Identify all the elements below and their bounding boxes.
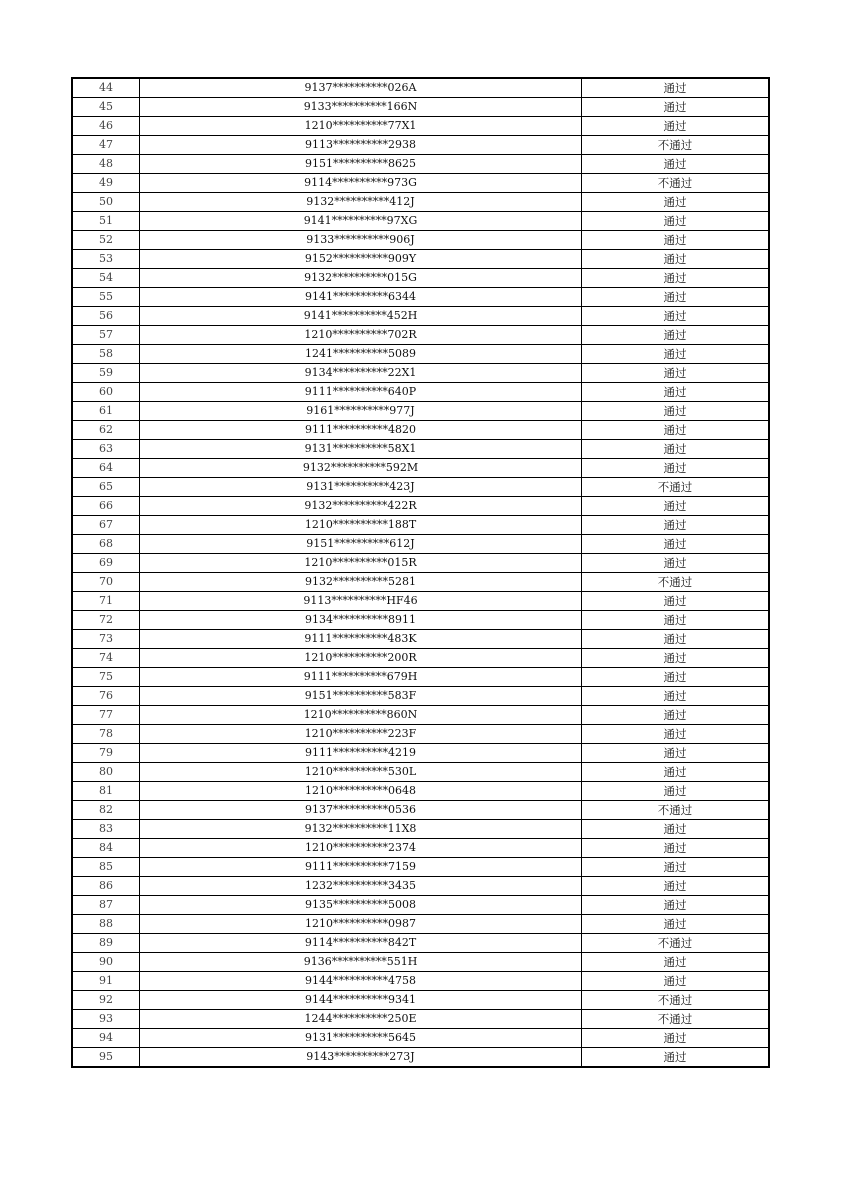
table-row [72, 725, 769, 744]
row-number-cell: 61 [72, 402, 140, 421]
result-cell: 通过 [582, 440, 770, 459]
credit-code-cell: 9114**********842T [140, 934, 582, 953]
credit-code-cell: 1210**********0648 [140, 782, 582, 801]
row-number-cell: 82 [72, 801, 140, 820]
table-row [72, 269, 769, 288]
table-row [72, 307, 769, 326]
row-number-cell: 64 [72, 459, 140, 478]
row-number-cell: 59 [72, 364, 140, 383]
table-row [72, 459, 769, 478]
table-row [72, 212, 769, 231]
result-cell: 通过 [582, 535, 770, 554]
row-number-cell: 54 [72, 269, 140, 288]
table-row [72, 706, 769, 725]
result-cell: 通过 [582, 98, 770, 117]
result-cell: 不通过 [582, 478, 770, 497]
table-row [72, 877, 769, 896]
result-cell: 通过 [582, 78, 770, 98]
result-cell: 不通过 [582, 573, 770, 592]
credit-code-cell: 1210**********015R [140, 554, 582, 573]
credit-code-cell: 9132**********5281 [140, 573, 582, 592]
row-number-cell: 52 [72, 231, 140, 250]
table-row [72, 554, 769, 573]
credit-code-cell: 1210**********0987 [140, 915, 582, 934]
table-row [72, 421, 769, 440]
credit-code-cell: 9151**********583F [140, 687, 582, 706]
row-number-cell: 74 [72, 649, 140, 668]
results-table [71, 77, 770, 1068]
row-number-cell: 73 [72, 630, 140, 649]
table-row [72, 668, 769, 687]
row-number-cell: 63 [72, 440, 140, 459]
credit-code-cell: 9143**********273J [140, 1048, 582, 1068]
result-cell: 通过 [582, 421, 770, 440]
table-row [72, 231, 769, 250]
table-row [72, 98, 769, 117]
row-number-cell: 77 [72, 706, 140, 725]
table-row [72, 972, 769, 991]
table-row [72, 991, 769, 1010]
result-cell: 通过 [582, 687, 770, 706]
row-number-cell: 66 [72, 497, 140, 516]
credit-code-cell: 9141**********6344 [140, 288, 582, 307]
table-row [72, 326, 769, 345]
table-row [72, 155, 769, 174]
result-cell: 通过 [582, 725, 770, 744]
result-cell: 通过 [582, 516, 770, 535]
credit-code-cell: 9141**********452H [140, 307, 582, 326]
row-number-cell: 90 [72, 953, 140, 972]
row-number-cell: 83 [72, 820, 140, 839]
table-row [72, 896, 769, 915]
result-cell: 通过 [582, 117, 770, 136]
row-number-cell: 47 [72, 136, 140, 155]
credit-code-cell: 1210**********188T [140, 516, 582, 535]
result-cell: 通过 [582, 972, 770, 991]
row-number-cell: 89 [72, 934, 140, 953]
table-row [72, 288, 769, 307]
result-cell: 不通过 [582, 136, 770, 155]
result-cell: 通过 [582, 212, 770, 231]
credit-code-cell: 1210**********530L [140, 763, 582, 782]
table-row [72, 1048, 769, 1068]
table-row [72, 136, 769, 155]
table-row [72, 402, 769, 421]
result-cell: 通过 [582, 839, 770, 858]
credit-code-cell: 9144**********4758 [140, 972, 582, 991]
row-number-cell: 50 [72, 193, 140, 212]
result-cell: 通过 [582, 592, 770, 611]
credit-code-cell: 9137**********0536 [140, 801, 582, 820]
table-row [72, 611, 769, 630]
result-cell: 通过 [582, 269, 770, 288]
row-number-cell: 62 [72, 421, 140, 440]
result-cell: 通过 [582, 459, 770, 478]
credit-code-cell: 1210**********223F [140, 725, 582, 744]
credit-code-cell: 9132**********11X8 [140, 820, 582, 839]
credit-code-cell: 9111**********7159 [140, 858, 582, 877]
table-row [72, 744, 769, 763]
result-cell: 不通过 [582, 991, 770, 1010]
result-cell: 通过 [582, 782, 770, 801]
row-number-cell: 72 [72, 611, 140, 630]
credit-code-cell: 9151**********8625 [140, 155, 582, 174]
table-row [72, 250, 769, 269]
credit-code-cell: 1210**********702R [140, 326, 582, 345]
credit-code-cell: 9113**********2938 [140, 136, 582, 155]
table-row [72, 630, 769, 649]
row-number-cell: 55 [72, 288, 140, 307]
table-row [72, 478, 769, 497]
table-row [72, 953, 769, 972]
credit-code-cell: 9111**********679H [140, 668, 582, 687]
table-row [72, 858, 769, 877]
table-row [72, 193, 769, 212]
result-cell: 通过 [582, 630, 770, 649]
table-row [72, 1010, 769, 1029]
result-cell: 不通过 [582, 801, 770, 820]
table-row [72, 516, 769, 535]
results-table-body [72, 78, 769, 1067]
credit-code-cell: 9136**********551H [140, 953, 582, 972]
row-number-cell: 65 [72, 478, 140, 497]
result-cell: 通过 [582, 383, 770, 402]
row-number-cell: 86 [72, 877, 140, 896]
table-row [72, 839, 769, 858]
credit-code-cell: 9131**********423J [140, 478, 582, 497]
row-number-cell: 48 [72, 155, 140, 174]
result-cell: 通过 [582, 820, 770, 839]
table-row [72, 1029, 769, 1048]
result-cell: 不通过 [582, 1010, 770, 1029]
row-number-cell: 56 [72, 307, 140, 326]
row-number-cell: 49 [72, 174, 140, 193]
credit-code-cell: 9151**********612J [140, 535, 582, 554]
credit-code-cell: 1210**********200R [140, 649, 582, 668]
table-row [72, 592, 769, 611]
result-cell: 不通过 [582, 174, 770, 193]
result-cell: 通过 [582, 744, 770, 763]
result-cell: 通过 [582, 611, 770, 630]
row-number-cell: 78 [72, 725, 140, 744]
result-cell: 通过 [582, 288, 770, 307]
credit-code-cell: 9133**********906J [140, 231, 582, 250]
table-row [72, 78, 769, 98]
table-row [72, 364, 769, 383]
result-cell: 通过 [582, 250, 770, 269]
credit-code-cell: 9111**********640P [140, 383, 582, 402]
credit-code-cell: 9132**********422R [140, 497, 582, 516]
credit-code-cell: 1210**********77X1 [140, 117, 582, 136]
table-row [72, 345, 769, 364]
table-row [72, 915, 769, 934]
row-number-cell: 80 [72, 763, 140, 782]
row-number-cell: 75 [72, 668, 140, 687]
row-number-cell: 68 [72, 535, 140, 554]
credit-code-cell: 9114**********973G [140, 174, 582, 193]
row-number-cell: 44 [72, 78, 140, 98]
result-cell: 通过 [582, 1048, 770, 1068]
credit-code-cell: 9141**********97XG [140, 212, 582, 231]
result-cell: 通过 [582, 1029, 770, 1048]
row-number-cell: 79 [72, 744, 140, 763]
table-row [72, 497, 769, 516]
table-row [72, 763, 769, 782]
credit-code-cell: 9152**********909Y [140, 250, 582, 269]
row-number-cell: 57 [72, 326, 140, 345]
result-cell: 通过 [582, 402, 770, 421]
table-row [72, 934, 769, 953]
credit-code-cell: 1241**********5089 [140, 345, 582, 364]
credit-code-cell: 9111**********4219 [140, 744, 582, 763]
table-row [72, 535, 769, 554]
row-number-cell: 76 [72, 687, 140, 706]
credit-code-cell: 9135**********5008 [140, 896, 582, 915]
row-number-cell: 93 [72, 1010, 140, 1029]
row-number-cell: 46 [72, 117, 140, 136]
table-row [72, 573, 769, 592]
credit-code-cell: 9132**********015G [140, 269, 582, 288]
result-cell: 通过 [582, 668, 770, 687]
result-cell: 通过 [582, 155, 770, 174]
row-number-cell: 91 [72, 972, 140, 991]
row-number-cell: 58 [72, 345, 140, 364]
row-number-cell: 69 [72, 554, 140, 573]
credit-code-cell: 9134**********8911 [140, 611, 582, 630]
credit-code-cell: 9132**********412J [140, 193, 582, 212]
row-number-cell: 88 [72, 915, 140, 934]
row-number-cell: 95 [72, 1048, 140, 1068]
row-number-cell: 92 [72, 991, 140, 1010]
result-cell: 通过 [582, 193, 770, 212]
result-cell: 通过 [582, 649, 770, 668]
table-row [72, 687, 769, 706]
credit-code-cell: 9137**********026A [140, 78, 582, 98]
table-row [72, 174, 769, 193]
table-row [72, 117, 769, 136]
result-cell: 通过 [582, 896, 770, 915]
result-cell: 通过 [582, 231, 770, 250]
credit-code-cell: 9144**********9341 [140, 991, 582, 1010]
row-number-cell: 53 [72, 250, 140, 269]
row-number-cell: 71 [72, 592, 140, 611]
result-cell: 通过 [582, 307, 770, 326]
credit-code-cell: 9134**********22X1 [140, 364, 582, 383]
table-row [72, 782, 769, 801]
table-row [72, 383, 769, 402]
credit-code-cell: 9111**********483K [140, 630, 582, 649]
result-cell: 通过 [582, 877, 770, 896]
credit-code-cell: 9113**********HF46 [140, 592, 582, 611]
result-cell: 通过 [582, 364, 770, 383]
result-cell: 通过 [582, 706, 770, 725]
row-number-cell: 60 [72, 383, 140, 402]
table-row [72, 649, 769, 668]
row-number-cell: 45 [72, 98, 140, 117]
credit-code-cell: 9133**********166N [140, 98, 582, 117]
table-row [72, 440, 769, 459]
result-cell: 通过 [582, 858, 770, 877]
table-row [72, 820, 769, 839]
credit-code-cell: 9111**********4820 [140, 421, 582, 440]
result-cell: 通过 [582, 953, 770, 972]
table-row [72, 801, 769, 820]
row-number-cell: 94 [72, 1029, 140, 1048]
credit-code-cell: 9161**********977J [140, 402, 582, 421]
row-number-cell: 51 [72, 212, 140, 231]
credit-code-cell: 1232**********3435 [140, 877, 582, 896]
row-number-cell: 70 [72, 573, 140, 592]
result-cell: 不通过 [582, 934, 770, 953]
result-cell: 通过 [582, 326, 770, 345]
row-number-cell: 81 [72, 782, 140, 801]
credit-code-cell: 9131**********58X1 [140, 440, 582, 459]
row-number-cell: 84 [72, 839, 140, 858]
row-number-cell: 87 [72, 896, 140, 915]
credit-code-cell: 1210**********860N [140, 706, 582, 725]
credit-code-cell: 1210**********2374 [140, 839, 582, 858]
result-cell: 通过 [582, 497, 770, 516]
result-cell: 通过 [582, 345, 770, 364]
result-cell: 通过 [582, 554, 770, 573]
credit-code-cell: 1244**********250E [140, 1010, 582, 1029]
result-cell: 通过 [582, 915, 770, 934]
result-cell: 通过 [582, 763, 770, 782]
row-number-cell: 67 [72, 516, 140, 535]
row-number-cell: 85 [72, 858, 140, 877]
credit-code-cell: 9132**********592M [140, 459, 582, 478]
credit-code-cell: 9131**********5645 [140, 1029, 582, 1048]
